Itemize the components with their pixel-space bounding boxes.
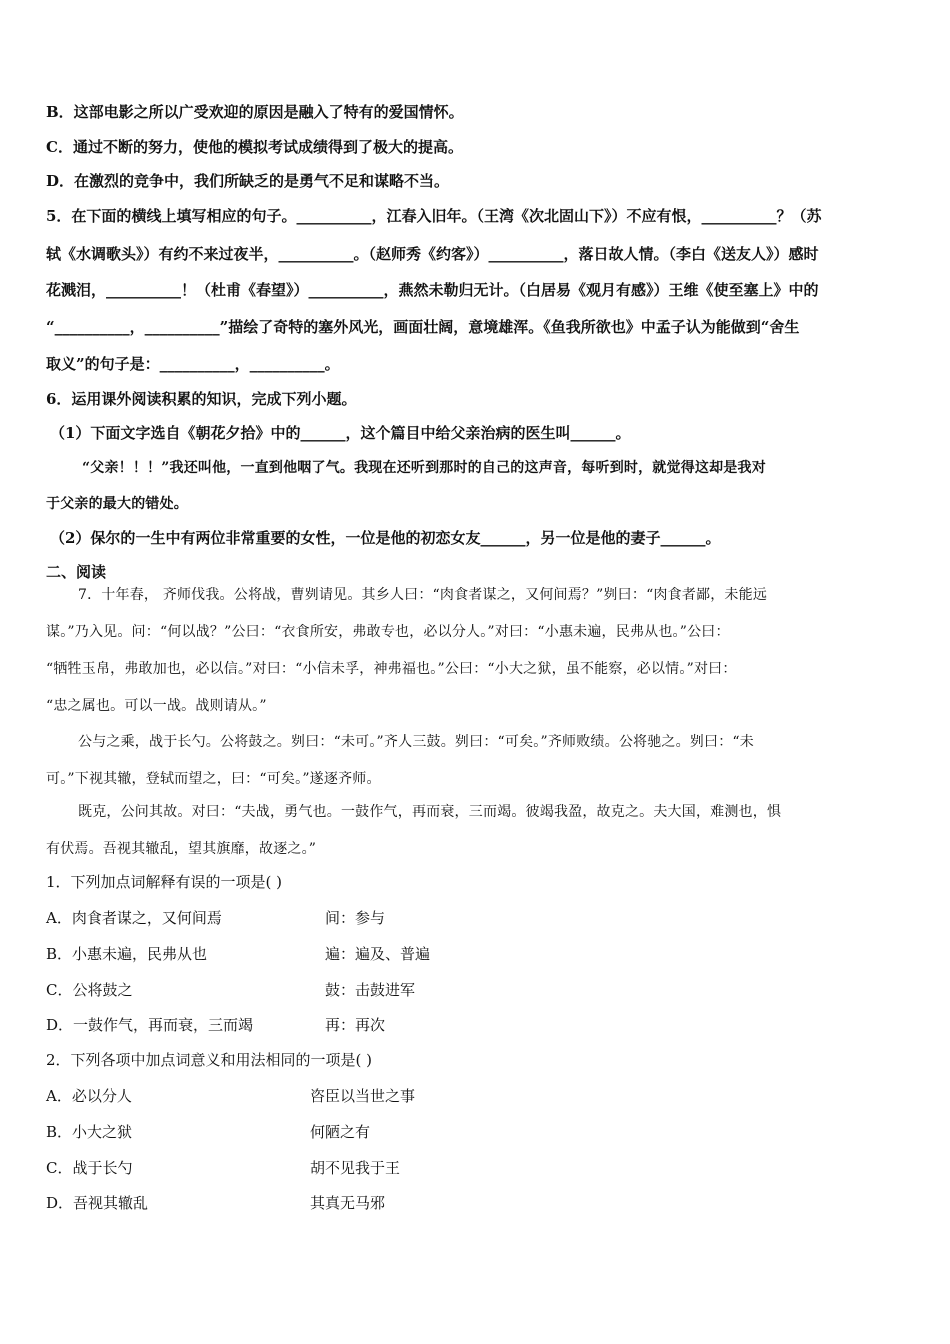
q7-2-title: 2．下列各项中加点词意义和用法相同的一项是( ) <box>46 1051 373 1069</box>
q7-2-option-b: B．小大之狱 <box>46 1123 133 1141</box>
q7-1-option-b: B．小惠未遍，民弗从也 <box>46 945 208 963</box>
q6-sub1: （1）下面文字选自《朝花夕拾》中的______，这个篇目中给父亲治病的医生叫______。 <box>50 424 631 442</box>
passage-line: 既克，公问其故。对曰：“夫战，勇气也。一鼓作气，再而衰，三而竭。彼竭我盈，故克之。夫大国，难测也，惧 <box>78 804 782 820</box>
q7-2-option-c: C．战于长勺 <box>46 1159 133 1177</box>
q5-line: “__________，__________”描绘了奇特的塞外风光，画面壮阔，意境雄浑。《鱼我所欲也》中孟子认为能做到“舍生 <box>46 318 800 336</box>
passage-line: “牺牲玉帛，弗敢加也，必以信。”对曰：“小信未孚，神弗福也。”公曰：“小大之狱，虽不能察，必以情。”对曰： <box>46 661 737 677</box>
q7-2-option-c-compare: 胡不见我于王 <box>310 1159 401 1177</box>
passage-line: 有伏焉。吾视其辙乱，望其旗靡，故逐之。” <box>46 841 317 857</box>
section2-heading: 二、阅读 <box>46 563 107 581</box>
q7-1-option-c-gloss: 鼓：击鼓进军 <box>325 981 416 999</box>
q7-2-option-d: D．吾视其辙乱 <box>46 1194 149 1212</box>
q6-sub2: （2）保尔的一生中有两位非常重要的女性，一位是他的初恋女友______，另一位是他的妻子______。 <box>50 529 721 547</box>
q7-1-option-a: A．肉食者谋之，又何间焉 <box>46 909 222 927</box>
q7-2-option-a: A．必以分人 <box>46 1087 132 1105</box>
passage-line: 谋。”乃入见。问：“何以战？”公曰：“衣食所安，弗敢专也，必以分人。”对曰：“小惠未遍，民弗从也。”公曰： <box>46 624 730 640</box>
q5-line: 花溅泪，__________！（杜甫《春望》）__________，燕然未勒归无计。（白居易《观月有感》）王维《使至塞上》中的 <box>46 281 819 299</box>
q5-line: 轼《水调歌头》）有约不来过夜半，__________。（赵师秀《约客》）__________，落日故人情。（李白《送友人》）感时 <box>46 245 819 263</box>
q7-2-option-a-compare: 咨臣以当世之事 <box>310 1087 416 1105</box>
q6-title: 6．运用课外阅读积累的知识，完成下列小题。 <box>46 390 357 408</box>
q4-option-c: C．通过不断的努力，使他的模拟考试成绩得到了极大的提高。 <box>46 138 463 156</box>
q6-quote-line: 于父亲的最大的错处。 <box>46 496 188 512</box>
q7-1-option-b-gloss: 遍：遍及、普遍 <box>325 945 431 963</box>
passage-line: 可。”下视其辙，登轼而望之，曰：“可矣。”遂逐齐师。 <box>46 771 381 787</box>
q4-option-b: B．这部电影之所以广受欢迎的原因是融入了特有的爱国情怀。 <box>46 103 464 121</box>
passage-line: “忠之属也。可以一战。战则请从。” <box>46 698 267 714</box>
q7-2-option-b-compare: 何陋之有 <box>310 1123 371 1141</box>
q7-1-option-a-gloss: 间：参与 <box>325 909 386 927</box>
q7-1-option-d: D．一鼓作气，再而衰，三而竭 <box>46 1016 254 1034</box>
passage-line: 7．十年春， 齐师伐我。公将战，曹刿请见。其乡人曰：“肉食者谋之，又何间焉？”刿曰：“肉食者鄙，未能远 <box>78 587 768 603</box>
q7-2-option-d-compare: 其真无马邪 <box>310 1194 386 1212</box>
q4-option-d: D．在激烈的竞争中，我们所缺乏的是勇气不足和谋略不当。 <box>46 172 450 190</box>
q7-1-option-d-gloss: 再：再次 <box>325 1016 386 1034</box>
q5-line: 取义”的句子是：__________，__________。 <box>46 355 340 373</box>
q7-1-option-c: C．公将鼓之 <box>46 981 133 999</box>
q7-1-title: 1．下列加点词解释有误的一项是( ) <box>46 873 283 891</box>
q5-line: 5．在下面的横线上填写相应的句子。__________，江春入旧年。（王湾《次北固山下》）不应有恨，__________？（苏 <box>46 207 822 225</box>
passage-line: 公与之乘，战于长勺。公将鼓之。刿曰：“未可。”齐人三鼓。刿曰：“可矣。”齐师败绩。公将驰之。刿曰：“未 <box>78 734 754 750</box>
q6-quote-line: “父亲！！！”我还叫他，一直到他咽了气。我现在还听到那时的自己的这声音，每听到时，就觉得这却是我对 <box>82 460 766 476</box>
